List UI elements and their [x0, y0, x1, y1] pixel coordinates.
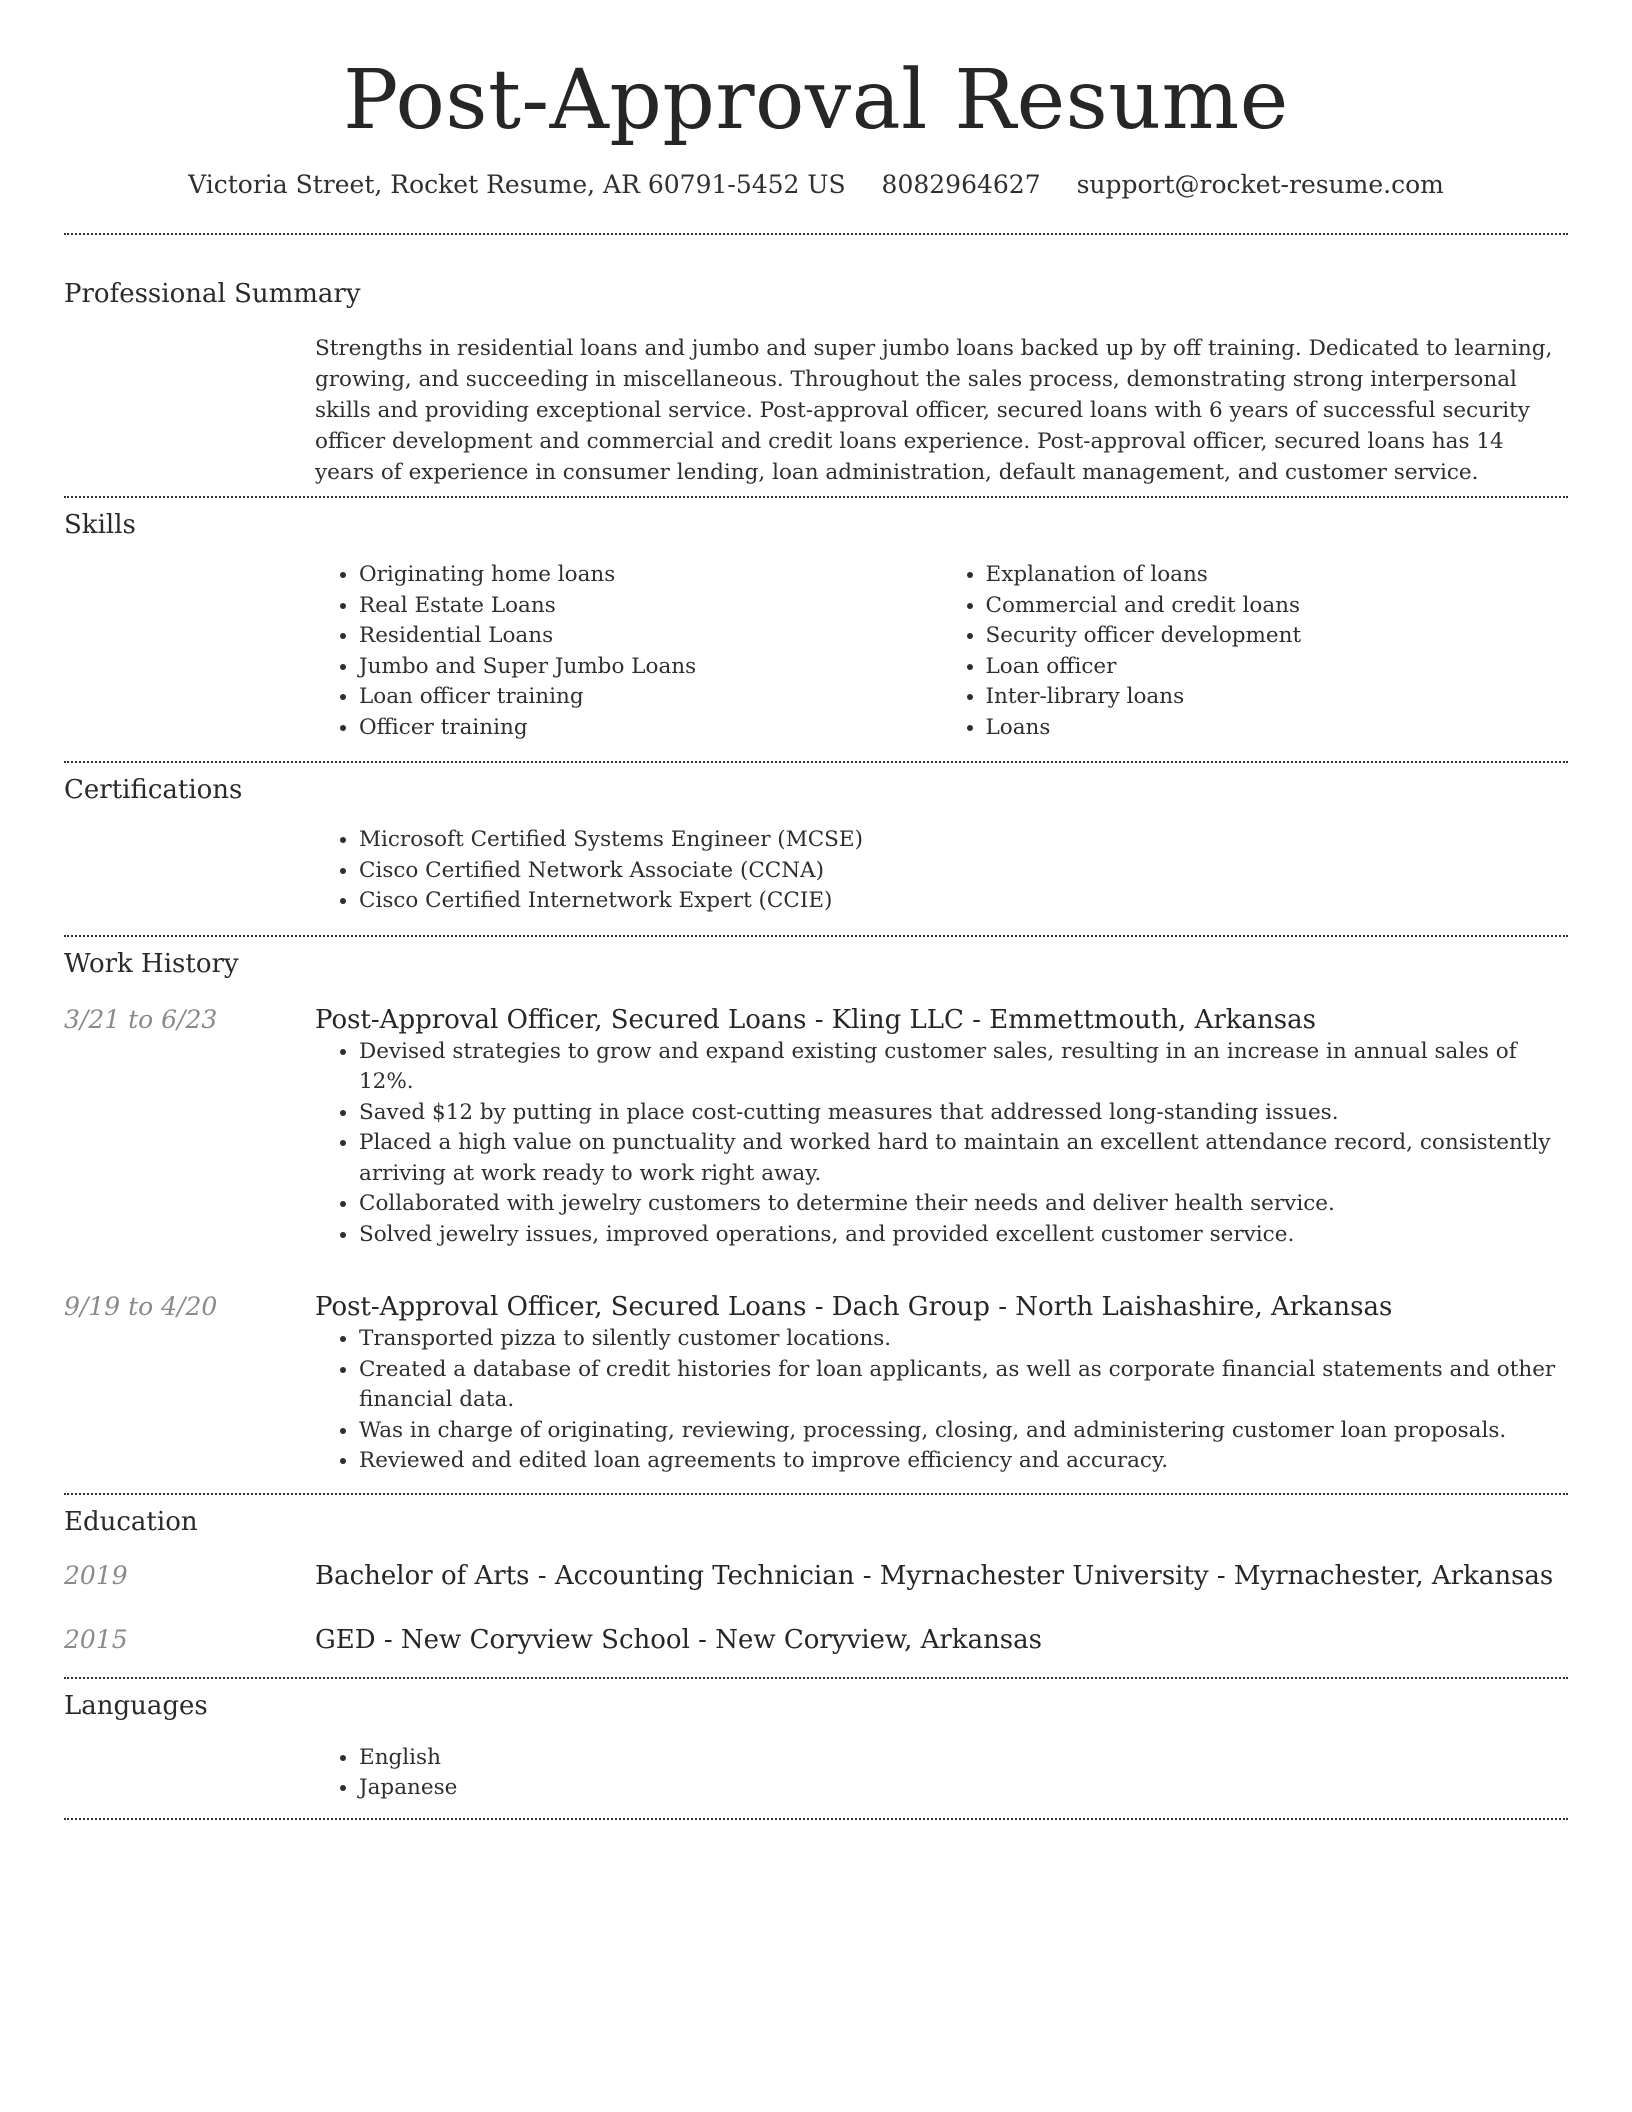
work-history-heading: Work History	[64, 948, 239, 979]
list-item: • Microsoft Certified Systems Engineer (MCSE)	[359, 825, 1568, 856]
list-item: • Loan officer	[986, 652, 1569, 683]
list-item: • Loans	[986, 713, 1569, 744]
skills-section	[64, 498, 1568, 761]
list-item: • Reviewed and edited loan agreements to improve efficiency and accuracy.	[359, 1446, 1568, 1477]
job-entry	[64, 1003, 1568, 1251]
list-item: • Placed a high value on punctuality and worked hard to maintain an excellent attendance record, consistently arriving at work ready to work right away.	[359, 1128, 1568, 1189]
list-item: • Collaborated with jewelry customers to determine their needs and deliver health service.	[359, 1189, 1568, 1220]
list-item: • Devised strategies to grow and expand existing customer sales, resulting in an increase in annual sales of 12%.	[359, 1037, 1568, 1098]
summary-text: Strengths in residential loans and jumbo and super jumbo loans backed up by off training. Dedicated to learning, growing, and succeeding in miscellaneous. Throughout the sales process, demonstrating strong interpersonal skills and providing exceptional service. Post-approval officer, secured loans with 6 years of successful security officer development and commercial and credit loans experience. Post-approval officer, secured loans has 14 years of experience in consumer lending, loan administration, default management, and customer service.	[315, 336, 1553, 486]
skills-grid	[315, 560, 1568, 761]
certifications-list	[315, 825, 1568, 935]
contact-line	[64, 170, 1568, 199]
list-item: • Originating home loans	[359, 560, 942, 591]
work-history-section	[64, 937, 1568, 1493]
list-item: • Residential Loans	[359, 621, 942, 652]
resume-title: Post-Approval Resume	[343, 53, 1289, 148]
list-item: • Loan officer training	[359, 682, 942, 713]
list-item: • English	[359, 1743, 1568, 1774]
summary-heading: Professional Summary	[64, 279, 361, 310]
list-item: • Solved jewelry issues, improved operations, and provided excellent customer service.	[359, 1220, 1568, 1251]
list-item: • Transported pizza to silently customer locations.	[359, 1324, 1568, 1355]
education-text: Bachelor of Arts - Accounting Technician - Myrnachester University - Myrnachester, Arkansas	[315, 1560, 1554, 1591]
education-section	[64, 1495, 1568, 1677]
job-title: Post-Approval Officer, Secured Loans - Dach Group - North Laishashire, Arkansas	[315, 1292, 1393, 1323]
skills-heading: Skills	[64, 510, 136, 541]
list-item: • Real Estate Loans	[359, 591, 942, 622]
languages-list	[315, 1743, 1568, 1818]
summary-section	[64, 279, 1568, 496]
email: support@rocket-resume.com	[1076, 170, 1444, 200]
languages-heading: Languages	[64, 1690, 208, 1721]
education-heading: Education	[64, 1506, 198, 1537]
list-item: • Was in charge of originating, reviewing, processing, closing, and administering customer loan proposals.	[359, 1416, 1568, 1447]
list-item: • Commercial and credit loans	[986, 591, 1569, 622]
divider	[64, 233, 1568, 235]
job-dates: 9/19 to 4/20	[64, 1292, 218, 1322]
list-item: • Jumbo and Super Jumbo Loans	[359, 652, 942, 683]
certifications-section	[64, 763, 1568, 935]
education-year: 2019	[64, 1560, 128, 1590]
list-item: • Cisco Certified Network Associate (CCNA)	[359, 856, 1568, 887]
list-item: • Explanation of loans	[986, 560, 1569, 591]
list-item: • Inter-library loans	[986, 682, 1569, 713]
skills-list-right	[942, 560, 1569, 743]
list-item: • Japanese	[359, 1773, 1568, 1804]
certifications-heading: Certifications	[64, 775, 243, 806]
job-bullets	[64, 1324, 1568, 1477]
divider	[64, 1818, 1568, 1820]
education-year: 2015	[64, 1624, 128, 1654]
job-entry	[64, 1290, 1568, 1477]
education-entry	[64, 1623, 1568, 1657]
phone: 8082964627	[881, 170, 1041, 200]
education-text: GED - New Coryview School - New Coryview, Arkansas	[315, 1624, 1042, 1655]
skills-list-left	[315, 560, 942, 743]
job-bullets	[64, 1037, 1568, 1251]
languages-section	[64, 1679, 1568, 1818]
list-item: • Officer training	[359, 713, 942, 744]
job-title: Post-Approval Officer, Secured Loans - Kling LLC - Emmettmouth, Arkansas	[315, 1004, 1316, 1035]
address: Victoria Street, Rocket Resume, AR 60791-5452 US	[188, 170, 846, 200]
list-item: • Cisco Certified Internetwork Expert (CCIE)	[359, 886, 1568, 917]
list-item: • Created a database of credit histories for loan applicants, as well as corporate financial statements and other financial data.	[359, 1355, 1568, 1416]
education-entry	[64, 1559, 1568, 1593]
resume-page	[64, 0, 1568, 1820]
list-item: • Security officer development	[986, 621, 1569, 652]
list-item: • Saved $12 by putting in place cost-cutting measures that addressed long-standing issues.	[359, 1098, 1568, 1129]
job-dates: 3/21 to 6/23	[64, 1004, 218, 1034]
